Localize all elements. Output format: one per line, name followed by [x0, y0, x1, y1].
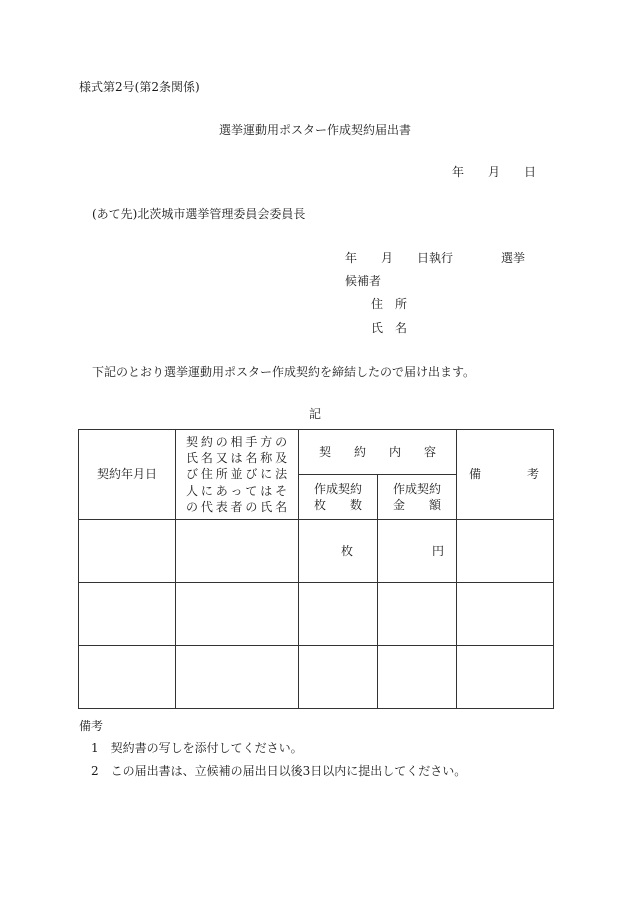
- count-cell[interactable]: [299, 583, 378, 646]
- date-day: 日: [524, 165, 537, 179]
- contract-date-cell[interactable]: [79, 520, 176, 583]
- amount-header: [378, 475, 457, 520]
- party-header: [176, 430, 299, 520]
- exec-month: 月: [381, 251, 394, 265]
- table-row: [79, 646, 554, 709]
- party-header-line: び住所並びに法: [186, 467, 288, 482]
- amount-unit: 円: [431, 543, 444, 558]
- notes-heading: 備考: [79, 719, 104, 733]
- amount-header-line: 作成契約: [392, 481, 441, 496]
- table-header-row: [79, 430, 554, 475]
- exec-year: 年: [345, 251, 358, 265]
- election-label: 選挙: [501, 251, 526, 265]
- party-header-line: の代表者の氏名: [186, 499, 288, 514]
- contract-date-cell[interactable]: [79, 646, 176, 709]
- count-header-line: 枚 数: [313, 498, 362, 512]
- contract-content-char: 容: [423, 444, 436, 459]
- contract-table: [78, 429, 554, 709]
- party-header-line: 人にあってはそ: [186, 483, 288, 498]
- contract-date-cell[interactable]: [79, 583, 176, 646]
- remarks-cell[interactable]: [457, 646, 554, 709]
- remarks-char: 備: [469, 467, 482, 482]
- document-title: 選挙運動用ポスター作成契約届出書: [218, 123, 411, 137]
- candidate-label: 候補者: [345, 274, 382, 288]
- count-unit: 枚: [340, 543, 353, 558]
- body-text: 下記のとおり選挙運動用ポスター作成契約を締結したので届け出ます。: [92, 365, 476, 379]
- remarks-header: [457, 430, 554, 520]
- party-cell[interactable]: [176, 646, 299, 709]
- submission-date: [452, 166, 536, 178]
- contract-date-header: 契約年月日: [79, 430, 176, 520]
- amount-cell[interactable]: [378, 583, 457, 646]
- addressee: (あて先)北茨城市選挙管理委員会委員長: [92, 207, 306, 221]
- ki-heading: 記: [308, 407, 321, 421]
- count-cell[interactable]: [299, 646, 378, 709]
- name-label: 氏 名: [371, 321, 408, 335]
- exec-day: 日執行: [417, 251, 454, 265]
- amount-header-line: 金 額: [392, 498, 441, 512]
- remarks-char: 考: [526, 467, 539, 482]
- party-header-line: 契約の相手方の: [186, 435, 288, 450]
- note-item: 1 契約書の写しを添付してください。: [91, 741, 303, 755]
- party-cell[interactable]: [176, 520, 299, 583]
- count-header: [299, 475, 378, 520]
- note-item: 2 この届出書は、立候補の届出日以後3日以内に提出してください。: [91, 764, 467, 778]
- amount-cell[interactable]: [378, 520, 457, 583]
- form-number: 様式第2号(第2条関係): [79, 80, 200, 94]
- party-cell[interactable]: [176, 583, 299, 646]
- date-year: 年: [452, 165, 465, 179]
- contract-content-header: [299, 430, 457, 475]
- contract-content-char: 契: [319, 444, 332, 459]
- amount-cell[interactable]: [378, 646, 457, 709]
- remarks-cell[interactable]: [457, 583, 554, 646]
- table-row: [79, 520, 554, 583]
- address-label: 住 所: [371, 297, 408, 311]
- contract-content-char: 約: [353, 444, 366, 459]
- party-header-line: 氏名又は名称及: [186, 451, 288, 466]
- remarks-cell[interactable]: [457, 520, 554, 583]
- table-row: [79, 583, 554, 646]
- count-cell[interactable]: [299, 520, 378, 583]
- contract-content-char: 内: [388, 444, 401, 459]
- count-header-line: 作成契約: [313, 481, 362, 496]
- date-month: 月: [488, 165, 501, 179]
- election-execution-line: [345, 252, 525, 264]
